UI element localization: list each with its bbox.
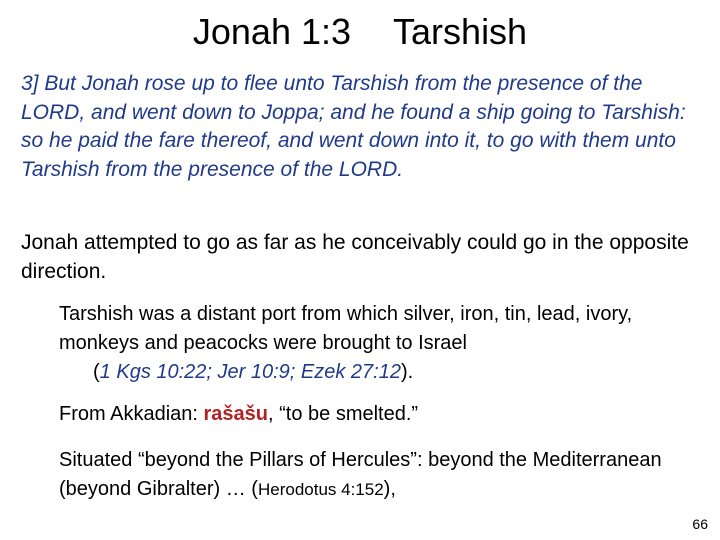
slide-title (0, 10, 720, 54)
refs-open: ( (93, 361, 100, 383)
scripture-verse: 3] But Jonah rose up to flee unto Tarshish from the presence of the LORD, and went down to Joppa; and he found a ship going to Tarshish: so he paid the fare thereof, and went down into it, to go with them unto Tarshish from the presence of the LORD. (21, 72, 686, 181)
title-reference: Jonah 1:3 (192, 11, 352, 52)
sub-point-tarshish-port (59, 300, 709, 387)
sub-point-text: Tarshish was a distant port from which silver, iron, tin, lead, ivory, monkeys and peacocks were brought to Israel (59, 303, 633, 354)
sub-point-location (59, 446, 709, 504)
herodotus-citation: Herodotus 4:152 (257, 480, 384, 499)
scripture-refs-line (59, 361, 413, 383)
refs-close: ). (400, 361, 414, 383)
akkadian-term: rašašu (203, 403, 269, 425)
title-topic: Tarshish (393, 11, 528, 52)
etymology-prefix: From Akkadian: (59, 403, 204, 425)
etymology-suffix: , “to be smelted.” (268, 403, 419, 425)
scripture-refs: 1 Kgs 10:22; Jer 10:9; Ezek 27:12 (99, 361, 401, 383)
main-point: Jonah attempted to go as far as he conceivably could go in the opposite direction. (21, 231, 689, 283)
sub-point-etymology (59, 400, 709, 429)
location-text: Situated “beyond the Pillars of Hercules”: beyond the Mediterranean (beyond Gibralter) … (59, 449, 662, 500)
cite-close: ), (383, 478, 396, 500)
page-number: 66 (692, 516, 708, 532)
cite-open: ( (251, 478, 258, 500)
